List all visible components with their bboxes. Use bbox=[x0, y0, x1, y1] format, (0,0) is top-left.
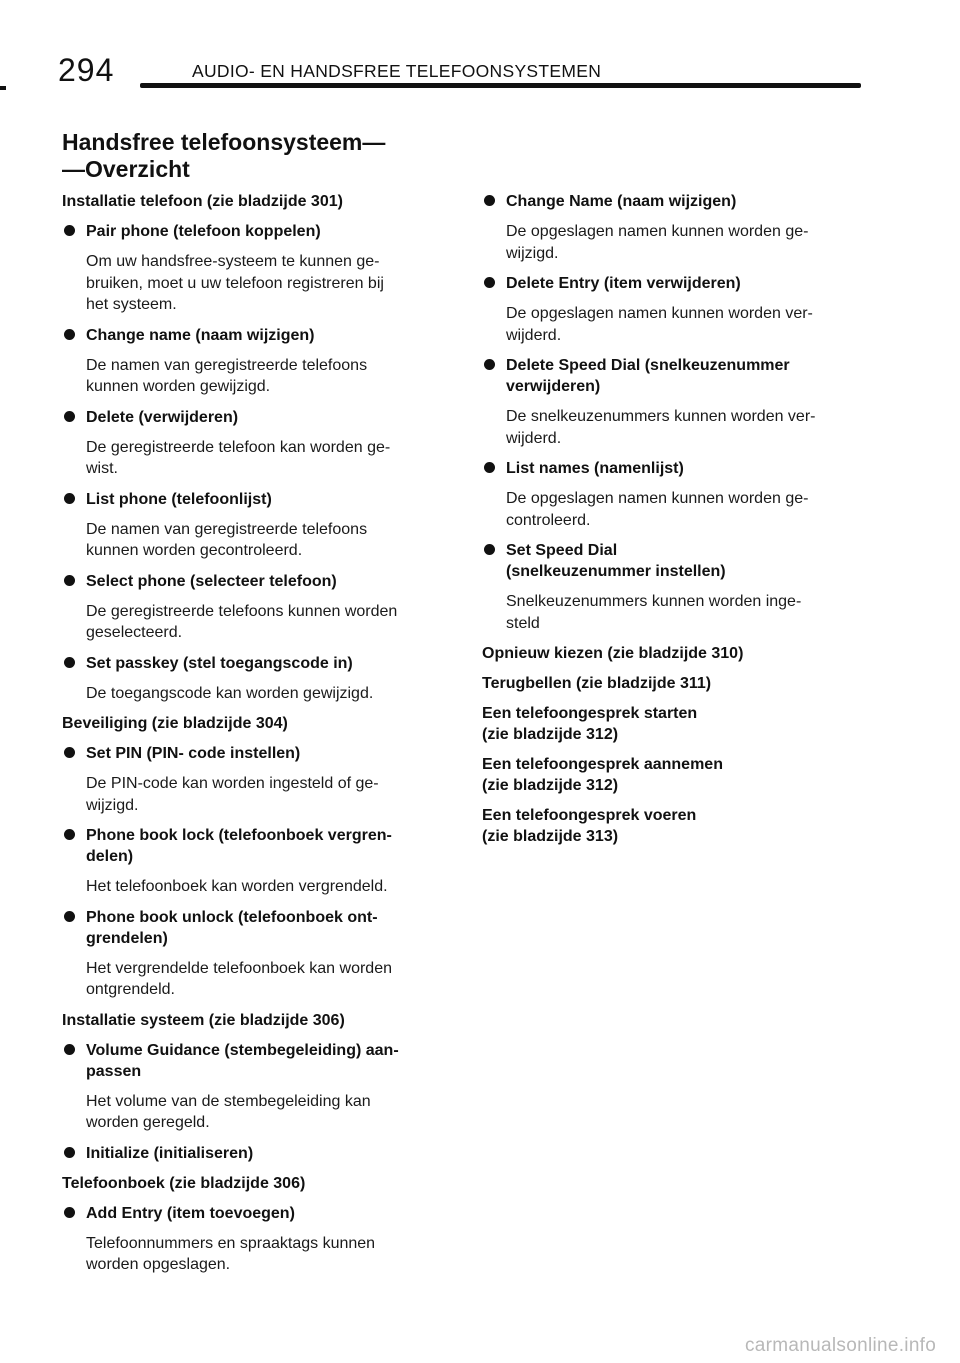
description-text: Snelkeuzenummers kunnen worden inge- steld bbox=[506, 593, 802, 632]
bullet-dot-icon bbox=[64, 747, 75, 758]
bullet-item bbox=[62, 907, 447, 949]
bullet-label: Initialize (initialiseren) bbox=[86, 1144, 254, 1162]
bullet-dot-icon bbox=[484, 462, 495, 473]
bullet-item bbox=[62, 825, 447, 867]
bullet-item bbox=[62, 571, 447, 592]
subsection-heading: Installatie telefoon (zie bladzijde 301) bbox=[62, 193, 343, 210]
subsection-heading: Een telefoongesprek aannemen (zie bladzijde 312) bbox=[482, 756, 723, 794]
description-text: Telefoonnummers en spraaktags kunnen worden opgeslagen. bbox=[86, 1234, 376, 1273]
page-number: 294 bbox=[58, 52, 115, 88]
bullet-label: Phone book unlock (telefoonboek ont- grendelen) bbox=[86, 908, 378, 947]
bullet-dot-icon bbox=[64, 1044, 75, 1055]
description-text: De toegangscode kan worden gewijzigd. bbox=[86, 684, 374, 702]
bullet-label: Pair phone (telefoon koppelen) bbox=[86, 223, 321, 240]
bullet-dot-icon bbox=[64, 329, 75, 340]
bullet-dot-icon bbox=[484, 195, 495, 206]
description-text: Het telefoonboek kan worden vergrendeld. bbox=[86, 878, 388, 895]
left-column bbox=[62, 191, 447, 1285]
bullet-item bbox=[482, 191, 864, 212]
bullet-item bbox=[62, 325, 447, 346]
description-text: Het volume van de stembegeleiding kan worden geregeld. bbox=[86, 1092, 371, 1131]
bullet-dot-icon bbox=[64, 911, 75, 922]
bullet-label: Change name (naam wijzigen) bbox=[86, 326, 315, 344]
bullet-item bbox=[482, 355, 864, 397]
bullet-item bbox=[62, 407, 447, 428]
description-text: De PIN-code kan worden ingesteld of ge- wijzigd. bbox=[86, 775, 379, 814]
description-text: De geregistreerde telefoon kan worden ge- wist. bbox=[86, 438, 391, 477]
bullet-label: Select phone (selecteer telefoon) bbox=[86, 572, 337, 590]
bullet-label: Delete Entry (item verwijderen) bbox=[506, 275, 741, 292]
bullet-dot-icon bbox=[64, 657, 75, 668]
bullet-item bbox=[482, 273, 864, 294]
bullet-dot-icon bbox=[64, 225, 75, 236]
description-text: De opgeslagen namen kunnen worden ge- wijzigd. bbox=[506, 223, 809, 262]
section-title bbox=[62, 129, 385, 183]
bullet-item bbox=[482, 458, 864, 479]
bullet-item bbox=[482, 540, 864, 582]
bullet-dot-icon bbox=[484, 544, 495, 555]
subsection-heading: Beveiliging (zie bladzijde 304) bbox=[62, 715, 288, 732]
bullet-item bbox=[62, 653, 447, 674]
bullet-dot-icon bbox=[64, 411, 75, 422]
bullet-label: Change Name (naam wijzigen) bbox=[506, 193, 737, 210]
bullet-dot-icon bbox=[64, 1147, 75, 1158]
bullet-label: Delete Speed Dial (snelkeuzenummer verwijderen) bbox=[506, 357, 790, 395]
bullet-item bbox=[62, 1143, 447, 1164]
bullet-label: Volume Guidance (stembegeleiding) aan- passen bbox=[86, 1041, 399, 1080]
bullet-label: Delete (verwijderen) bbox=[86, 408, 239, 426]
description-text: De opgeslagen namen kunnen worden ge- controleerd. bbox=[506, 490, 809, 529]
bullet-label: List names (namenlijst) bbox=[506, 460, 684, 477]
description-text: Het vergrendelde telefoonboek kan worden ontgrendeld. bbox=[86, 959, 392, 998]
bullet-item bbox=[62, 221, 447, 242]
watermark-text: carmanualsonline.info bbox=[745, 1335, 937, 1356]
bullet-dot-icon bbox=[484, 359, 495, 370]
bullet-dot-icon bbox=[64, 493, 75, 504]
bullet-item bbox=[62, 1040, 447, 1082]
header-rule bbox=[140, 83, 861, 88]
bullet-item bbox=[62, 1203, 447, 1224]
bullet-label: Set Speed Dial (snelkeuzenummer instellen) bbox=[506, 542, 726, 580]
section-title-line-1: Handsfree telefoonsysteem— bbox=[62, 129, 386, 155]
bullet-label: Set PIN (PIN- code instellen) bbox=[86, 745, 301, 762]
description-text: De namen van geregistreerde telefoons kunnen worden gecontroleerd. bbox=[86, 520, 368, 559]
subsection-heading: Telefoonboek (zie bladzijde 306) bbox=[62, 1174, 306, 1192]
bullet-item bbox=[62, 489, 447, 510]
subsection-heading: Installatie systeem (zie bladzijde 306) bbox=[62, 1011, 345, 1029]
bullet-dot-icon bbox=[484, 277, 495, 288]
description-text: De opgeslagen namen kunnen worden ver- wijderd. bbox=[506, 305, 813, 344]
bullet-label: Phone book lock (telefoonboek vergren- delen) bbox=[86, 827, 392, 865]
right-column bbox=[482, 191, 864, 856]
bullet-label: Set passkey (stel toegangscode in) bbox=[86, 654, 353, 672]
section-title-line-2: —Overzicht bbox=[62, 156, 190, 182]
description-text: De snelkeuzenummers kunnen worden ver- wijderd. bbox=[506, 408, 816, 447]
running-header-title: AUDIO- EN HANDSFREE TELEFOONSYSTEMEN bbox=[192, 61, 602, 81]
page-edge-mark bbox=[0, 86, 6, 90]
bullet-label: Add Entry (item toevoegen) bbox=[86, 1204, 295, 1222]
description-text: Om uw handsfree-systeem te kunnen ge- bruiken, moet u uw telefoon registreren bij het systeem. bbox=[86, 253, 384, 313]
bullet-item bbox=[62, 743, 447, 764]
bullet-dot-icon bbox=[64, 829, 75, 840]
subsection-heading: Een telefoongesprek starten (zie bladzijde 312) bbox=[482, 705, 698, 743]
description-text: De geregistreerde telefoons kunnen worden geselecteerd. bbox=[86, 602, 398, 641]
bullet-label: List phone (telefoonlijst) bbox=[86, 490, 272, 508]
subsection-heading: Een telefoongesprek voeren (zie bladzijde 313) bbox=[482, 807, 697, 845]
description-text: De namen van geregistreerde telefoons kunnen worden gewijzigd. bbox=[86, 356, 368, 395]
subsection-heading: Opnieuw kiezen (zie bladzijde 310) bbox=[482, 645, 744, 662]
bullet-dot-icon bbox=[64, 1207, 75, 1218]
subsection-heading: Terugbellen (zie bladzijde 311) bbox=[482, 675, 712, 692]
bullet-dot-icon bbox=[64, 575, 75, 586]
